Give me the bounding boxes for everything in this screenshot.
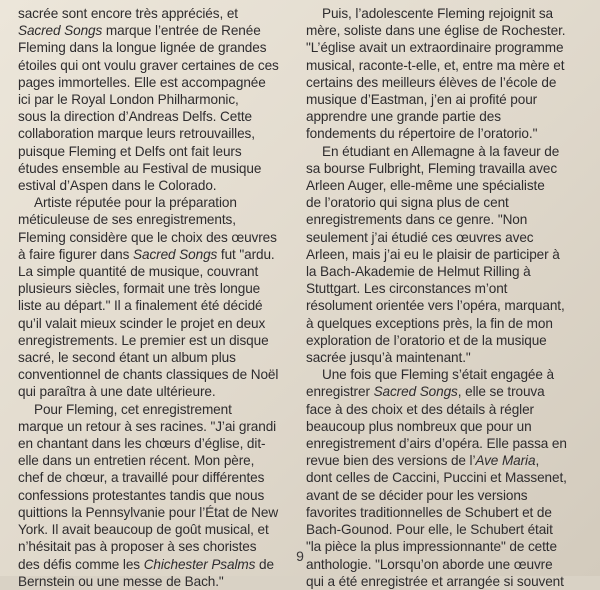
text-line: musical, raconte-t-elle, et, entre ma mère et	[306, 57, 565, 73]
text-line: qu’il valait mieux scinder le projet en deux	[18, 315, 266, 331]
text-line: ici par le Royal London Philharmonic,	[18, 92, 239, 108]
italic-title: Chichester Psalms	[143, 556, 256, 572]
text-line: La simple quantité de musique, couvrant	[18, 264, 259, 280]
text-segment: enregistrer	[306, 384, 374, 400]
text-line: Fleming considère que le choix des œuvres	[18, 229, 277, 245]
text-segment: revue bien des versions de l’	[306, 453, 476, 469]
text-line: favorites traditionnelles de Schubert et de	[306, 504, 552, 520]
text-line: plusieurs siècles, formait une très longue	[18, 281, 261, 297]
text-line: sa bourse Fulbright, Fleming travailla avec	[306, 160, 558, 176]
text-line: Arleen Auger, elle-même une spécialiste	[306, 178, 545, 194]
text-line: Bach-Gounod. Pour elle, le Schubert était	[306, 522, 553, 538]
page-number: 9	[296, 548, 304, 564]
italic-title: Sacred Songs	[373, 384, 458, 400]
text-segment: des défis comme les	[18, 556, 144, 572]
text-line: sous la direction d’Andreas Delfs. Cette	[18, 109, 253, 125]
italic-title: Sacred Songs	[133, 246, 218, 262]
text-line: certains des meilleurs élèves de l’école de	[306, 74, 557, 90]
text-line: fondements du répertoire de l’oratorio."	[306, 126, 538, 142]
text-line: qui paraîtra à une date ultérieure.	[18, 384, 216, 400]
text-segment: fut "ardu.	[217, 246, 275, 262]
text-line: études ensemble au Festival de musique	[18, 160, 262, 176]
text-line: la Bach-Akademie de Helmut Rilling à	[306, 264, 531, 280]
text-segment: , elle se trouva	[457, 384, 545, 400]
italic-title: Ave Maria	[475, 453, 536, 469]
text-line: enregistrements dans ce genre. "Non	[306, 212, 528, 228]
text-line: Pour Fleming, cet enregistrement	[34, 401, 232, 417]
text-line: quittions la Pennsylvanie pour l’État de New	[18, 504, 279, 520]
text-line: "la pièce la plus impressionnante" de cette	[306, 539, 557, 555]
text-line: dont celles de Caccini, Puccini et Massenet,	[306, 470, 567, 486]
text-line: liste au départ." Il a finalement été décidé	[18, 298, 263, 314]
text-line: marque un retour à ses racines. "J’ai grandi	[18, 418, 277, 434]
text-line: pages immortelles. Elle est accompagnée	[18, 74, 266, 90]
text-line: exploration de l’oratorio et de la musique	[306, 332, 547, 348]
text-line: Stuttgart. Les circonstances m’ont	[306, 281, 508, 297]
text-line: Arleen, mais j’ai eu le plaisir de participer à	[306, 246, 560, 262]
text-line	[306, 383, 578, 400]
text-line: collaboration marque leurs retrouvailles,	[18, 126, 255, 142]
text-line: apprendre une grande partie des	[306, 109, 501, 125]
text-line: mère, soliste dans une église de Rochester.	[306, 23, 566, 39]
text-line: "L’église avait un extraordinaire programme	[306, 40, 564, 56]
italic-title: Sacred Songs	[18, 23, 103, 39]
text-line	[18, 246, 288, 263]
text-line: Une fois que Fleming s’était engagée à	[322, 367, 554, 383]
text-line: en chantant dans les chœurs d’église, dit-	[18, 436, 266, 452]
text-line: n’hésitait pas à proposer à ses choristes	[18, 539, 257, 555]
text-segment: marque l’entrée de Renée	[102, 23, 261, 39]
text-line: beaucoup plus nombreux que pour un	[306, 418, 532, 434]
text-line: elle dans un entretien récent. Mon père,	[18, 453, 255, 469]
text-segment: à faire figurer dans	[18, 246, 134, 262]
text-line: enregistrement d’airs d’opéra. Elle passa en	[306, 436, 567, 452]
text-line	[306, 452, 578, 469]
text-line: seulement j’ai étudié ces œuvres avec	[306, 229, 534, 245]
text-segment: de	[255, 556, 274, 572]
text-line: étoiles qui ont voulu graver certaines de ces	[18, 57, 279, 73]
text-line: sacrée jusqu’à maintenant."	[306, 350, 471, 366]
text-line: musique d’Eastman, j’en ai profité pour	[306, 92, 538, 108]
text-line: confessions protestantes tandis que nous	[18, 487, 265, 503]
text-line: méticuleuse de ses enregistrements,	[18, 212, 236, 228]
text-line: à quelques exceptions près, la fin de mon	[306, 315, 553, 331]
text-line: En étudiant en Allemagne à la faveur de	[322, 143, 560, 159]
left-text-column	[18, 5, 288, 590]
text-line: chef de chœur, a travaillé pour différentes	[18, 470, 265, 486]
text-line: Fleming dans la longue lignée de grandes	[18, 40, 267, 56]
text-line: de l’oratorio qui signa plus de cent	[306, 195, 509, 211]
text-line: estival d’Aspen dans le Colorado.	[18, 178, 217, 194]
text-line: qui a été enregistrée et arrangée si souvent	[306, 573, 564, 589]
text-line: sacré, le second étant un album plus	[18, 350, 236, 366]
text-line: avant de se décider pour les versions	[306, 487, 528, 503]
text-line: Bernstein ou une messe de Bach."	[18, 573, 224, 589]
text-line: résolument orientée vers l’opéra, marquant,	[306, 298, 565, 314]
text-line: puisque Fleming et Delfs ont fait leurs	[18, 143, 242, 159]
text-line: enregistrements. Le premier est un disque	[18, 332, 269, 348]
text-line: York. Il avait beaucoup de goût musical, et	[18, 522, 269, 538]
text-line: conventionnel de chants classiques de Noël	[18, 367, 279, 383]
text-line: anthologie. "Lorsqu’on aborde une œuvre	[306, 556, 553, 572]
text-line: Artiste réputée pour la préparation	[34, 195, 237, 211]
text-line: sacrée sont encore très appréciés, et	[18, 6, 238, 21]
text-line	[18, 22, 288, 39]
text-segment: ,	[535, 453, 540, 469]
text-line: face à des choix et des détails à régler	[306, 401, 534, 417]
right-text-column	[306, 5, 578, 590]
text-line: Puis, l’adolescente Fleming rejoignit sa	[322, 6, 553, 21]
